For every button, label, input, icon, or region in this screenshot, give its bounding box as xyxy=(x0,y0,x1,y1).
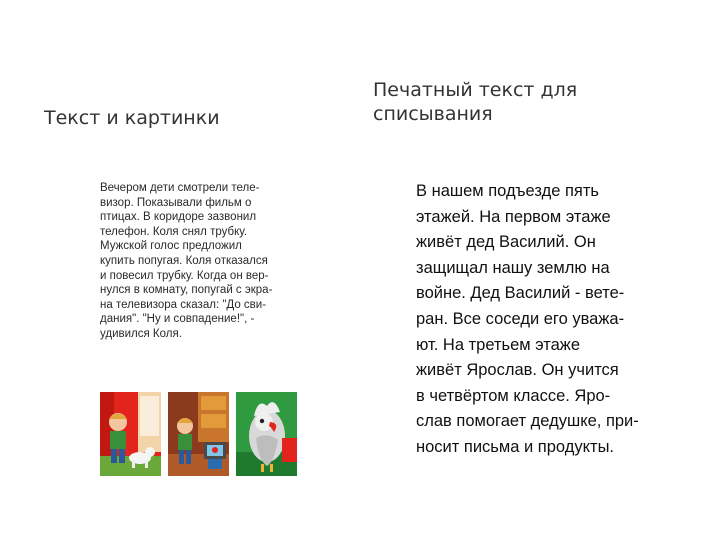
copy-line: в четвёртом классе. Яро- xyxy=(416,386,611,405)
story-line: удивился Коля. xyxy=(100,327,182,340)
story-line: дания". "Ну и совпадение!", - xyxy=(100,313,255,326)
boy-with-dog-image xyxy=(100,392,161,476)
story-line: нулся в комнату, попугай с экра- xyxy=(100,284,273,297)
copy-line: защищал нашу землю на xyxy=(416,258,610,277)
left-heading: Текст и картинки xyxy=(44,107,220,129)
copy-line: ют. На третьем этаже xyxy=(416,335,581,354)
copy-line: В нашем подъезде пять xyxy=(416,182,599,200)
boy-with-tv-illustration xyxy=(168,392,229,476)
story-line: птицах. В коридоре зазвонил xyxy=(100,211,257,224)
copy-line: этажей. На первом этаже xyxy=(416,207,611,226)
story-line: купить попугая. Коля отказался xyxy=(100,254,268,267)
story-text-with-pictures xyxy=(100,181,298,342)
right-heading: Печатный текст для списывания xyxy=(373,79,578,125)
boy-with-tv-image xyxy=(168,392,229,476)
boy-with-dog-illustration xyxy=(100,392,161,476)
parrot-image xyxy=(236,392,297,476)
story-line: телефон. Коля снял трубку. xyxy=(100,225,248,238)
copy-line: слав помогает дедушке, при- xyxy=(416,412,639,431)
copy-text xyxy=(416,179,656,461)
story-line: Вечером дети смотрели теле- xyxy=(100,182,260,194)
story-line: и повесил трубку. Когда он вер- xyxy=(100,269,269,282)
copy-line: ран. Все соседи его уважа- xyxy=(416,309,625,328)
parrot-illustration xyxy=(236,392,297,476)
story-line: на телевизора сказал: "До сви- xyxy=(100,298,267,311)
copy-line: войне. Дед Василий - вете- xyxy=(416,284,625,303)
story-line: Мужской голос предложил xyxy=(100,240,242,253)
story-line: визор. Показывали фильм о xyxy=(100,196,252,209)
copy-line: живёт Ярослав. Он учится xyxy=(416,361,619,380)
copy-line: живёт дед Василий. Он xyxy=(416,233,596,252)
copy-line: носит письма и продукты. xyxy=(416,437,615,456)
